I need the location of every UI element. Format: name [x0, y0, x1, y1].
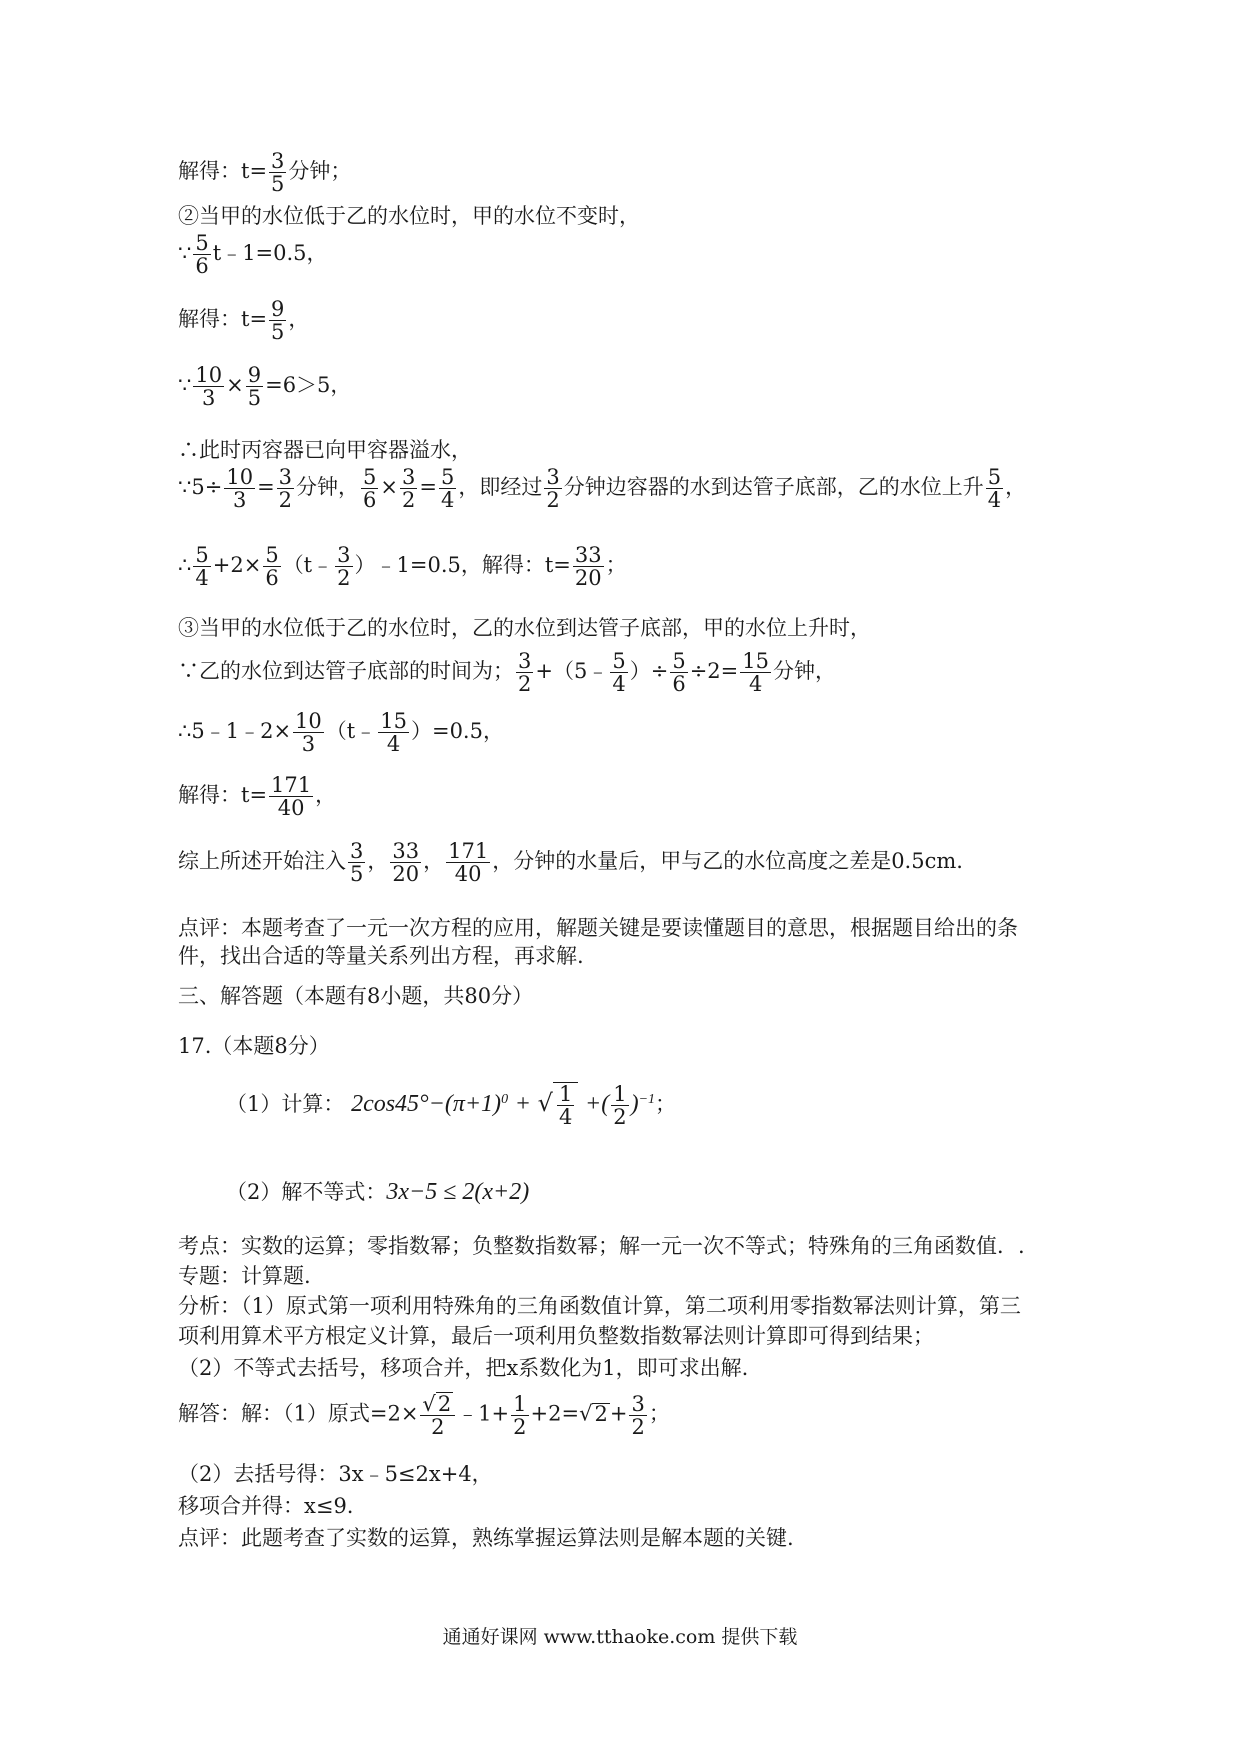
numerator: 5 [265, 543, 279, 567]
text: ﹣1+ [457, 1401, 510, 1426]
denominator: 5 [271, 320, 285, 345]
solution-line [178, 298, 309, 343]
solution-line [178, 710, 504, 755]
numerator: 5 [195, 231, 209, 255]
text: + [514, 1091, 531, 1118]
solution-line: ③当甲的水位低于乙的水位时，乙的水位到达管子底部，甲的水位上升时， [178, 616, 871, 640]
numerator: 3 [518, 649, 532, 673]
text: =6＞5， [265, 373, 352, 398]
solution-line [178, 774, 336, 819]
numerator: 9 [271, 297, 285, 321]
text: （t﹣ [282, 553, 334, 578]
denominator: 2 [337, 566, 351, 591]
text: 分钟， [773, 659, 836, 684]
text: ）÷ [629, 659, 669, 684]
answer-line: 解答：解：（1）原式=2× $\frac{√2}{2}$ ﹣1+ $\frac{1}{2}$ +2=√2+ $\frac{3}{2}$ ； [178, 1391, 670, 1440]
problem-1 [226, 1082, 676, 1128]
numerator: 3 [337, 543, 351, 567]
exponent: 0 [501, 1092, 509, 1108]
numerator: 171 [271, 773, 312, 797]
dianping-line: 点评：此题考查了实数的运算，熟练掌握运算法则是解本题的关键. [178, 1526, 794, 1550]
text: × [226, 373, 244, 398]
expression: 3x−5 ≤ 2(x+2) [386, 1179, 530, 1205]
text: （t﹣ [325, 719, 377, 744]
answer-step: （2）去括号得：3x﹣5≤2x+4， [178, 1462, 493, 1486]
kaodian-line: 考点：实数的运算；零指数幂；负整数指数幂；解一元一次不等式；特殊角的三角函数值．. [178, 1234, 1025, 1258]
denominator: 4 [748, 672, 763, 697]
fraction [511, 1393, 528, 1438]
text: ∵5÷ [178, 475, 223, 500]
solution-line [178, 232, 328, 277]
fraction [193, 232, 210, 277]
denominator: 6 [265, 566, 279, 591]
numerator: 9 [247, 363, 262, 387]
radicand [553, 1082, 578, 1128]
fraction [439, 466, 456, 511]
text: 综上所述开始注入 [178, 849, 346, 874]
denominator: 2 [278, 488, 293, 513]
radicand: 2 [594, 1401, 608, 1426]
denominator: 3 [301, 732, 316, 757]
denominator: 20 [392, 862, 420, 887]
numerator: 1 [613, 1082, 627, 1106]
fenxi-line: 项利用算术平方根定义计算，最后一项利用负整数指数幂法则计算即可得到结果； [178, 1324, 934, 1348]
fraction [269, 774, 313, 819]
numerator: 3 [546, 465, 560, 489]
fraction [263, 544, 280, 589]
denominator: 20 [574, 566, 602, 591]
fraction [544, 466, 561, 511]
numerator: 33 [574, 543, 602, 567]
fraction [400, 466, 417, 511]
zhuanti-line: 专题：计算题. [178, 1264, 311, 1288]
text: ， [288, 307, 310, 332]
fraction [361, 466, 378, 511]
denominator: 4 [612, 672, 626, 697]
fraction [611, 1083, 628, 1128]
denominator: 40 [277, 796, 305, 821]
denominator: 3 [202, 386, 216, 411]
denominator: 2 [546, 488, 560, 513]
text: ； [648, 1401, 670, 1426]
denominator: 6 [363, 488, 377, 513]
numerator: 33 [392, 839, 420, 863]
solution-line [178, 466, 1026, 511]
numerator: 15 [742, 649, 769, 673]
denominator: 5 [271, 172, 285, 197]
solution-line: ②当甲的水位低于乙的水位时，甲的水位不变时， [178, 204, 640, 228]
denominator: 4 [441, 488, 455, 513]
text: 分钟； [288, 159, 352, 184]
exponent: −1 [638, 1092, 656, 1108]
fraction [986, 466, 1003, 511]
solution-line [178, 364, 351, 409]
fraction [557, 1083, 574, 1128]
fraction [224, 466, 255, 511]
numerator: 3 [402, 465, 416, 489]
fraction [670, 650, 687, 695]
text: ) [630, 1091, 639, 1118]
denominator: 4 [386, 732, 401, 757]
solution-line [178, 650, 836, 695]
numerator: 1 [558, 1082, 573, 1106]
fraction [269, 298, 286, 343]
solution-line [178, 150, 351, 195]
denominator: 5 [350, 862, 364, 887]
fraction [293, 710, 324, 755]
text: t﹣1=0.5， [212, 241, 328, 266]
sqrt-symbol: √ [537, 1089, 553, 1118]
solution-line: ∴此时丙容器已向甲容器溢水， [178, 438, 472, 462]
denominator: 4 [987, 488, 1002, 513]
fraction [516, 650, 533, 695]
fraction [610, 650, 627, 695]
numerator: 5 [363, 465, 377, 489]
denominator: 2 [431, 1415, 445, 1440]
section-heading: 三、解答题（本题有8小题，共80分） [178, 984, 534, 1008]
fraction [335, 544, 352, 589]
text: （1）计算： [226, 1092, 345, 1117]
text: = [257, 475, 275, 500]
problem-2 [226, 1180, 529, 1204]
numerator: 3 [278, 465, 293, 489]
denominator: 2 [613, 1105, 627, 1130]
comment-line: 件，找出合适的等量关系列出方程，再求解. [178, 944, 584, 968]
fraction [378, 710, 409, 755]
text: ； [605, 553, 627, 578]
text: ）=0.5， [410, 719, 504, 744]
text: ）﹣1=0.5，解得：t= [354, 553, 571, 578]
denominator: 40 [454, 862, 482, 887]
footer: 通通好课网 www.tthaoke.com 提供下载 [442, 1626, 798, 1648]
text: ， [367, 849, 389, 874]
fraction [390, 840, 421, 885]
denominator: 5 [247, 386, 262, 411]
fraction [629, 1393, 646, 1438]
text: （2）解不等式： [226, 1180, 387, 1204]
text: ∵ [178, 373, 192, 398]
text: +2× [212, 553, 262, 578]
denominator: 4 [558, 1105, 573, 1130]
text: ， [1005, 475, 1027, 500]
fenxi-line: 分析：（1）原式第一项利用特殊角的三角函数值计算，第二项利用零指数幂法则计算，第三 [178, 1294, 1021, 1318]
text: ∵ [178, 241, 192, 266]
text: ； [655, 1092, 677, 1117]
denominator: 3 [233, 488, 247, 513]
text: = [419, 475, 438, 500]
numerator: 3 [350, 839, 364, 863]
text: × [380, 475, 399, 500]
numerator: 1 [513, 1391, 527, 1416]
fraction [193, 364, 224, 409]
text: 解得：t= [178, 783, 268, 808]
fraction [277, 466, 294, 511]
fraction [740, 650, 771, 695]
fraction [446, 840, 490, 885]
text: +（5﹣ [535, 659, 609, 684]
numerator: 10 [195, 363, 223, 387]
numerator: 3 [271, 149, 285, 173]
answer-step: 移项合并得：x≤9. [178, 1494, 354, 1518]
fraction [193, 544, 210, 589]
text: 解得：t= [178, 307, 268, 332]
text: 分钟， [296, 475, 360, 500]
solution-line [178, 544, 627, 589]
numerator: 3 [631, 1391, 645, 1416]
text: 分钟边容器的水到达管子底部，乙的水位上升 [563, 475, 984, 500]
radicand: 2 [437, 1392, 452, 1416]
text: ，分钟的水量后，甲与乙的水位高度之差是0.5cm. [492, 849, 963, 874]
text: ÷2= [689, 659, 739, 684]
numerator: 5 [441, 465, 455, 489]
expression: 2cos45°−(π+1) [351, 1091, 502, 1118]
denominator: 2 [631, 1414, 645, 1439]
numerator: 5 [195, 543, 209, 567]
text: ∵乙的水位到达管子底部的时间为； [178, 659, 514, 684]
text: ，即经过 [458, 475, 543, 500]
text: ， [315, 783, 337, 808]
numerator: 5 [672, 649, 686, 673]
denominator: 6 [672, 672, 686, 697]
numerator: 171 [448, 839, 489, 863]
fenxi-line: （2）不等式去括号，移项合并，把x系数化为1，即可求出解. [178, 1356, 749, 1380]
numerator: 5 [612, 649, 626, 673]
text: ∴ [178, 553, 192, 578]
comment-line: 点评：本题考查了一元一次方程的应用，解题关键是要读懂题目的意思，根据题目给出的条 [178, 916, 1018, 940]
text: ， [423, 849, 445, 874]
text: +2= [530, 1401, 580, 1426]
numerator: 5 [987, 465, 1002, 489]
fraction [269, 150, 286, 195]
denominator: 2 [402, 488, 416, 513]
fraction [348, 840, 365, 885]
denominator: 2 [518, 672, 532, 697]
denominator: 4 [195, 566, 209, 591]
numerator: 10 [226, 465, 254, 489]
denominator: 2 [513, 1414, 527, 1439]
text: 解得：t= [178, 159, 268, 184]
numerator: √2 [420, 1392, 455, 1416]
numerator: 10 [295, 709, 322, 733]
solution-line [178, 840, 963, 885]
question-number: 17.（本题8分） [178, 1034, 330, 1058]
text: +( [585, 1091, 610, 1118]
text: 解答：解：（1）原式=2× [178, 1401, 419, 1426]
text: ∴5﹣1﹣2× [178, 719, 292, 744]
fraction [573, 544, 604, 589]
fraction [420, 1392, 455, 1438]
numerator: 15 [380, 709, 407, 733]
text: + [609, 1401, 628, 1426]
fraction [246, 364, 263, 409]
denominator: 6 [195, 254, 209, 279]
